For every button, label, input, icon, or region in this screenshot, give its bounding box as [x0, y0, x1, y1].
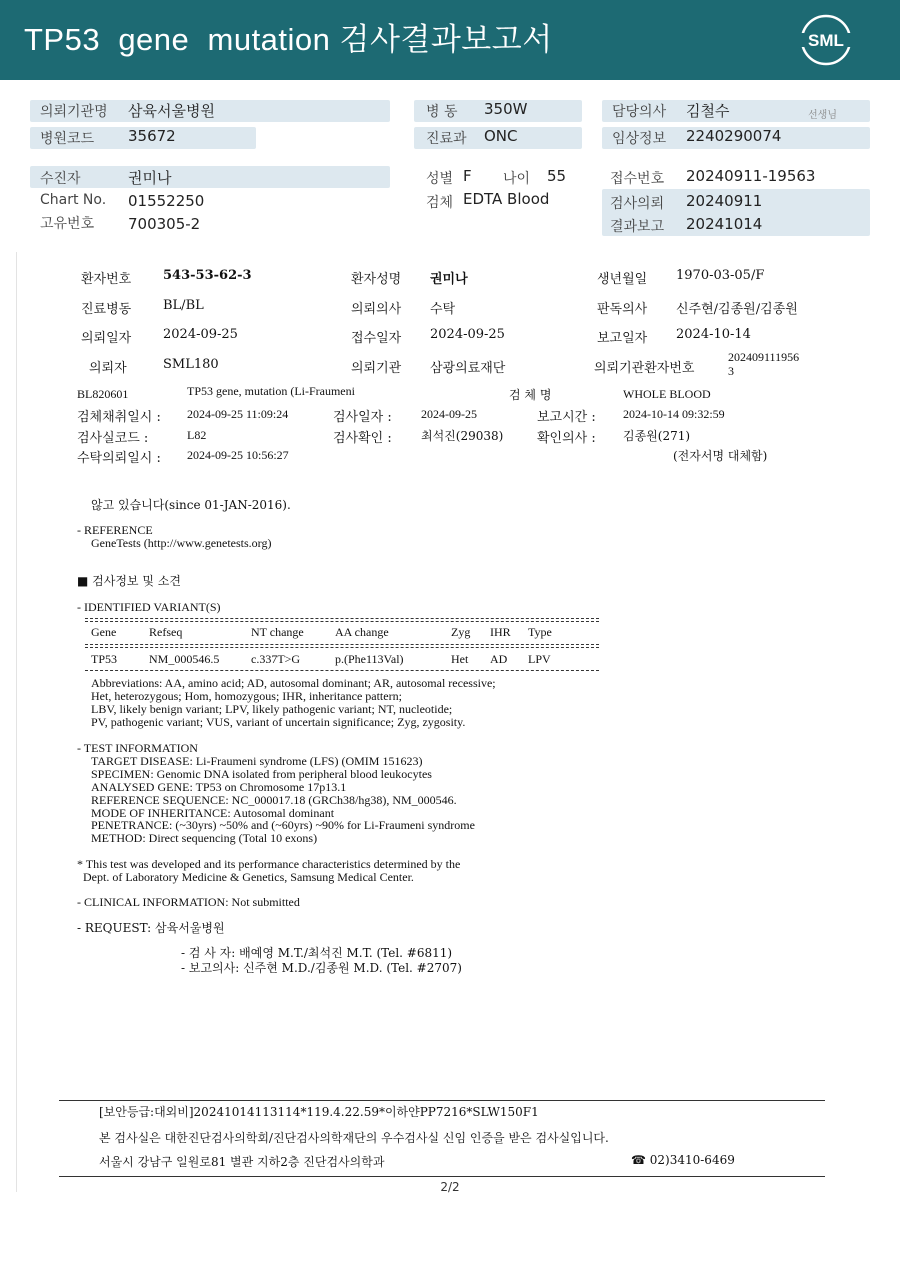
chart-value: 01552250	[128, 192, 205, 210]
testinfo-line-5: MODE OF INHERITANCE: Autosomal dominant	[91, 806, 335, 820]
req-doctor-label: 의뢰의사	[351, 302, 402, 317]
request-label: 검사의뢰	[610, 196, 665, 212]
page-number: 2/2	[440, 1180, 460, 1194]
testinfo-line-6: PENETRANCE: (~30yrs) ~50% and (~60yrs) ~90% for Li-Fraumeni syndrome	[91, 818, 475, 832]
test-code: BL820601	[77, 387, 129, 401]
uid-value: 700305-2	[128, 215, 201, 233]
req-org-label: 의뢰기관	[351, 361, 402, 376]
report-title: TP53 gene mutation 검사결과보고서	[24, 22, 553, 57]
report-value: 20241014	[686, 215, 763, 233]
col-nt-change: NT change	[251, 625, 304, 639]
variant-heading: - IDENTIFIED VARIANT(S)	[77, 600, 221, 614]
request-value: 20240911	[686, 192, 763, 210]
patient-no-value: 543-53-62-3	[163, 268, 252, 283]
reporttime-label: 보고시간 :	[537, 410, 596, 425]
specimen-name-label: 검 체 명	[509, 388, 552, 402]
col-ihr: IHR	[490, 625, 511, 639]
esign-note: (전자서명 대체함)	[673, 449, 768, 463]
patient-bar	[30, 166, 390, 188]
col-zyg: Zyg	[451, 625, 471, 639]
note-line-2: Dept. of Laboratory Medicine & Genetics, Samsung Medical Center.	[77, 870, 414, 884]
code-value: 35672	[128, 127, 176, 145]
reading-doctor-value: 신주현/김종원/김종원	[676, 302, 798, 317]
request-line: - REQUEST: 삼육서울병원	[77, 921, 225, 935]
reporttime-value: 2024-10-14 09:32:59	[623, 407, 725, 421]
testinfo-line-3: ANALYSED GENE: TP53 on Chromosome 17p13.1	[91, 780, 347, 794]
cell-ihr: AD	[490, 652, 508, 666]
receipt-value: 20240911-19563	[686, 167, 816, 185]
tester-line: - 검 사 자: 배예영 M.T./최석진 M.T. (Tel. #6811)	[181, 946, 453, 960]
sex-label: 성별	[426, 171, 454, 187]
address-line: 서울시 강남구 일원로81 별관 지하2층 진단검사의학과	[99, 1155, 385, 1169]
org-value: 삼육서울병원	[128, 102, 215, 120]
doctor-label: 담당의사	[612, 104, 667, 120]
report-date-label: 보고일자	[597, 331, 648, 346]
patient-label: 수진자	[40, 171, 81, 187]
ward-value: 350W	[484, 100, 528, 118]
patient-value: 권미나	[128, 169, 172, 187]
ward-value-scan: BL/BL	[163, 298, 204, 313]
requester-label: 의뢰자	[89, 361, 127, 376]
testdate-value: 2024-09-25	[421, 407, 477, 421]
reference-line: GeneTests (http://www.genetests.org)	[91, 536, 272, 550]
variant-top-rule-2	[85, 621, 599, 622]
dept-label: 진료과	[426, 131, 467, 147]
patient-name-label: 환자성명	[351, 272, 402, 287]
requester-value: SML180	[163, 357, 219, 372]
phone-line: ☎ 02)3410-6469	[631, 1153, 735, 1167]
req-date-value: 2024-09-25	[163, 327, 238, 342]
note-line-1: * This test was developed and its performance characteristics determined by the	[77, 857, 461, 871]
receipt-date-value: 2024-09-25	[430, 327, 505, 342]
org-label: 의뢰기관명	[40, 104, 108, 120]
confirm-label: 검사확인 :	[333, 431, 392, 446]
birth-label: 생년월일	[597, 272, 648, 287]
reference-heading: - REFERENCE	[77, 523, 153, 537]
chart-label: Chart No.	[40, 192, 107, 208]
cell-aa-change: p.(Phe113Val)	[335, 652, 404, 666]
section-title: ■ 검사정보 및 소견	[77, 574, 181, 588]
labcode-label: 검사실코드 :	[77, 431, 149, 446]
outsource-label: 수탁의뢰일시 :	[77, 451, 161, 466]
req-doctor-value: 수탁	[430, 302, 456, 317]
security-line: [보안등급:대외비]20241014113114*119.4.22.59*이하얀PP7216*SLW150F1	[99, 1105, 539, 1119]
clinical-label: 임상정보	[612, 131, 667, 147]
confirmdoc-label: 확인의사 :	[537, 431, 596, 446]
abbrev-line-1: Abbreviations: AA, amino acid; AD, autosomal dominant; AR, autosomal recessive;	[91, 676, 496, 690]
confirm-value: 최석진(29038)	[421, 429, 504, 443]
uid-label: 고유번호	[40, 216, 95, 232]
report-header	[0, 0, 900, 80]
req-org-value: 삼광의료재단	[430, 361, 506, 376]
scanned-report	[16, 252, 885, 1192]
abbrev-line-2: Het, heterozygous; Hom, homozygous; IHR, inheritance pattern;	[91, 689, 402, 703]
variant-mid-rule-2	[85, 647, 599, 648]
req-date-label: 의뢰일자	[81, 331, 132, 346]
testdate-label: 검사일자 :	[333, 410, 392, 425]
doctor-value: 김철수	[686, 102, 730, 120]
col-aa-change: AA change	[335, 625, 389, 639]
ward-label: 병 동	[426, 104, 458, 120]
ward-label-scan: 진료병동	[81, 302, 132, 317]
testinfo-line-4: REFERENCE SEQUENCE: NC_000017.18 (GRCh38/hg38), NM_000546.	[91, 793, 457, 807]
org-patient-no-value: 202409111956	[728, 350, 800, 364]
since-line: 않고 있습니다(since 01-JAN-2016).	[91, 498, 291, 512]
cell-type: LPV	[528, 652, 551, 666]
org-patient-no-label: 의뢰기관환자번호	[594, 361, 695, 376]
col-gene: Gene	[91, 625, 117, 639]
age-value: 55	[547, 167, 567, 185]
sex-value: F	[463, 167, 472, 185]
footer-top-rule	[59, 1100, 825, 1101]
cell-nt-change: c.337T>G	[251, 652, 301, 666]
receipt-date-label: 접수일자	[351, 331, 402, 346]
testinfo-heading: - TEST INFORMATION	[77, 741, 198, 755]
sml-logo	[800, 14, 852, 66]
cert-line: 본 검사실은 대한진단검사의학회/진단검사의학재단의 우수검사실 신임 인증을 받은 검사실입니다.	[99, 1131, 609, 1145]
specimen-label: 검체	[426, 195, 454, 211]
cell-refseq: NM_000546.5	[149, 652, 220, 666]
col-type: Type	[528, 625, 552, 639]
reporter-line: - 보고의사: 신주현 M.D./김종원 M.D. (Tel. #2707)	[181, 961, 462, 975]
patient-name-value: 권미나	[430, 272, 468, 287]
test-name: TP53 gene, mutation (Li-Fraumeni	[187, 384, 355, 398]
testinfo-line-2: SPECIMEN: Genomic DNA isolated from peripheral blood leukocytes	[91, 767, 432, 781]
specimen-name-value: WHOLE BLOOD	[623, 387, 711, 401]
report-date-value: 2024-10-14	[676, 327, 751, 342]
variant-top-rule	[85, 618, 599, 619]
testinfo-line-7: METHOD: Direct sequencing (Total 10 exons)	[91, 831, 318, 845]
birth-value: 1970-03-05/F	[676, 268, 765, 283]
clinical-info: - CLINICAL INFORMATION: Not submitted	[77, 895, 300, 909]
outsource-value: 2024-09-25 10:56:27	[187, 448, 289, 462]
abbrev-line-3: LBV, likely benign variant; LPV, likely pathogenic variant; NT, nucleotide;	[91, 702, 453, 716]
variant-bottom-rule	[85, 670, 599, 671]
variant-mid-rule	[85, 644, 599, 645]
cell-zyg: Het	[451, 652, 469, 666]
reading-doctor-label: 판독의사	[597, 302, 648, 317]
org-patient-no-value-cont: 3	[728, 364, 734, 378]
report-label: 결과보고	[610, 219, 665, 235]
clinical-value: 2240290074	[686, 127, 782, 145]
dept-value: ONC	[484, 127, 518, 145]
testinfo-line-1: TARGET DISEASE: Li-Fraumeni syndrome (LFS) (OMIM 151623)	[91, 754, 423, 768]
age-label: 나이	[503, 171, 531, 187]
specimen-value: EDTA Blood	[463, 190, 550, 208]
doctor-suffix: 선생님	[808, 110, 837, 121]
code-label: 병원코드	[40, 131, 95, 147]
col-refseq: Refseq	[149, 625, 183, 639]
receipt-label: 접수번호	[610, 171, 665, 187]
abbrev-line-4: PV, pathogenic variant; VUS, variant of uncertain significance; Zyg, zygosity.	[91, 715, 466, 729]
footer-bottom-rule	[59, 1176, 825, 1177]
cell-gene: TP53	[91, 652, 118, 666]
collect-value: 2024-09-25 11:09:24	[187, 407, 289, 421]
logo-text: SML	[808, 31, 844, 50]
collect-label: 검체채취일시 :	[77, 410, 161, 425]
confirmdoc-value: 김종원(271)	[623, 429, 691, 443]
labcode-value: L82	[187, 428, 207, 442]
patient-no-label: 환자번호	[81, 272, 132, 287]
